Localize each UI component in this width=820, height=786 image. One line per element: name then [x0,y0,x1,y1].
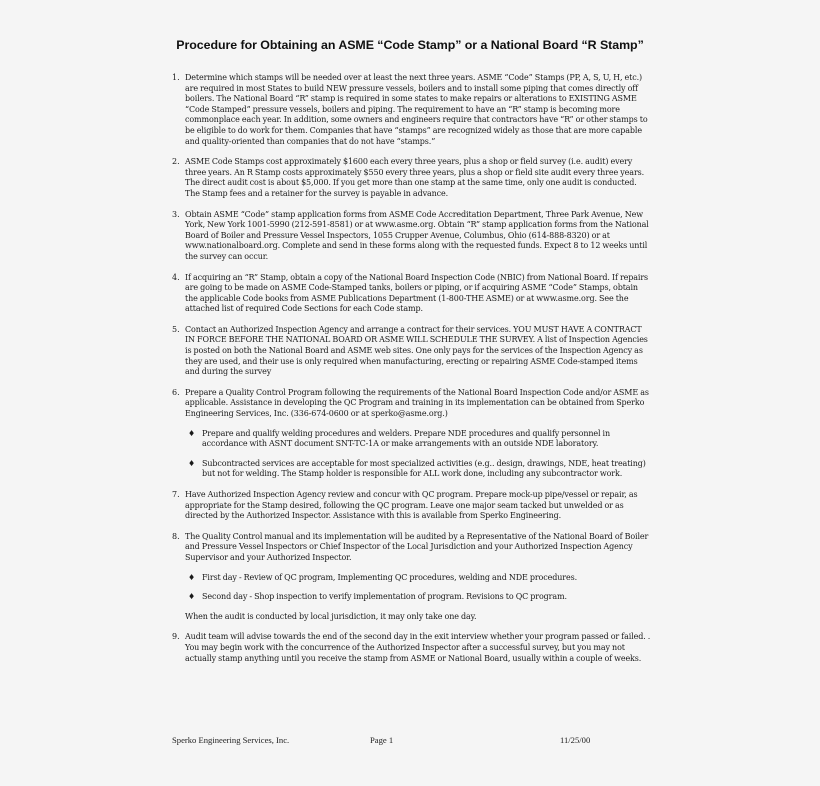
item-text: Contact an Authorized Inspection Agency and arrange a contract for their services. YOU MUST HAVE A CONTRACT IN FORCE BEFORE THE NATIONAL BOARD OR ASME WILL SCHEDULE THE SURVEY. A list of Inspection Agencies is posted on both the National Board and ASME web sites. One only pays for the services of the Inspection Agency as they are used, and their use is only required when manufacturing, erecting or repairing ASME Code-stamped items and during the survey [185,324,648,377]
list-item [172,490,652,522]
diamond-bullet-icon: ♦ [188,572,196,582]
bullet-text: Prepare and qualify welding procedures and welders. Prepare NDE procedures and qualify personnel in accordance with ASNT document SNT-TC-1A or make arrangements with an outside NDE laboratory. [202,428,611,449]
footer-page-number: Page 1 [370,735,394,745]
item-number: 2. [172,157,180,167]
item-text: Audit team will advise towards the end of the second day in the exit interview whether your program passed or failed. . You may begin work with the concurrence of the Authorized Inspector after a successful survey, but you may not actually stamp anything until you receive the stamp from ASME or National Board, usually within a couple of weeks. [185,632,651,663]
bullet-item [185,459,652,480]
item-number: 8. [172,531,180,541]
item-number: 6. [172,387,180,397]
item-text: The Quality Control manual and its implementation will be audited by a Representative of the National Board of Boiler and Pressure Vessel Inspectors or Chief Inspector of the Local Jurisdiction and your Authorized Inspection Agency Supervisor and your Authorized Inspector. [185,531,649,562]
item-text: Have Authorized Inspection Agency review and concur with QC program. Prepare mock-up pipe/vessel or repair, as appropriate for the Stamp desired, following the QC program. Leave one major seam tacked but unwelded or as directed by the Authorized Inspector. Assistance with this is available from Sperko Engineering. [185,490,638,521]
diamond-bullet-icon: ♦ [188,428,196,438]
bullet-item [185,592,652,603]
list-item [172,632,652,664]
item-number: 3. [172,209,180,219]
item-text: Determine which stamps will be needed over at least the next three years. ASME “Code” Stamps (PP, A, S, U, H, etc.) are required in most States to build NEW pressure vessels, boilers and to install some piping that comes directly off boilers. The National Board “R” stamp is required in some states to make repairs or alterations to EXISTING ASME “Code Stamped” pressure vessels, boilers and piping. The requirement to have an “R” stamp is becoming more commonplace each year. In addition, some owners and engineers require that contractors have “R” or other stamps to be eligible to do work for them. Companies that have “stamps” are recognized widely as those that are more capable and quality-oriented than companies that do not have “stamps.” [185,73,648,146]
diamond-bullet-icon: ♦ [188,458,196,468]
item-number: 9. [172,632,180,642]
bullet-item [185,429,652,450]
item-text: If acquiring an “R” Stamp, obtain a copy of the National Board Inspection Code (NBIC) from National Board. If repairs are going to be made on ASME Code-Stamped tanks, boilers or piping, or if acquiring ASME “Code” Stamps, obtain the applicable Code books from ASME Publications Department (1-800-THE ASME) or at www.asme.org. See the attached list of required Code Sections for each Code stamp. [185,272,649,314]
footer-date: 11/25/00 [560,735,591,745]
list-item [172,157,652,199]
item-number: 4. [172,272,180,282]
list-item [172,532,652,623]
item-number: 1. [172,73,180,82]
list-item [172,210,652,263]
list-item [172,273,652,315]
list-item [172,325,652,378]
list-item [172,388,652,480]
item-text: Prepare a Quality Control Program following the requirements of the National Board Inspection Code and/or ASME as applicable. Assistance in developing the QC Program and training in its implementation can be obtained from Sperko Engineering Services, Inc. (336-674-0600 or at sperko@asme.org.) [185,387,649,419]
bullet-text: Second day - Shop inspection to verify implementation of program. Revisions to QC program. [202,592,567,602]
footer-company: Sperko Engineering Services, Inc. [172,735,290,745]
bullet-list [185,429,652,480]
item-note: When the audit is conducted by local jurisdiction, it may only take one day. [185,611,477,621]
procedure-list [172,73,652,664]
item-text: Obtain ASME “Code” stamp application forms from ASME Code Accreditation Department, Three Park Avenue, New York, New York 1001-5990 (212-591-8581) or at www.asme.org. Obtain “R” stamp application forms from the National Board of Boiler and Pressure Vessel Inspectors, 1055 Crupper Avenue, Columbus, Ohio (614-888-8320) or at www.nationalboard.org. Complete and send in these forms along with the requested funds. Expect 8 to 12 weeks until the survey can occur. [185,209,649,261]
item-number: 5. [172,324,180,334]
bullet-text: Subcontracted services are acceptable for most specialized activities (e.g.. design, drawings, NDE, heat treating) but not for welding. The Stamp holder is responsible for ALL work done, including any subcontractor work. [202,458,646,479]
document-title: Procedure for Obtaining an ASME “Code Stamp” or a National Board “R Stamp” [176,38,644,52]
item-text: ASME Code Stamps cost approximately $1600 each every three years, plus a shop or field survey (i.e. audit) every three years. An R Stamp costs approximately $550 every three years, plus a shop or field site audit every three years. The direct audit cost is about $5,000. If you get more than one stamp at the same time, only one audit is conducted. The Stamp fees and a retainer for the survey is payable in advance. [185,157,645,198]
list-item [172,73,652,147]
bullet-item [185,573,652,584]
bullet-text: First day - Review of QC program, Implementing QC procedures, welding and NDE procedures. [202,572,577,582]
bullet-list [185,573,652,603]
item-number: 7. [172,490,180,499]
diamond-bullet-icon: ♦ [188,592,196,602]
